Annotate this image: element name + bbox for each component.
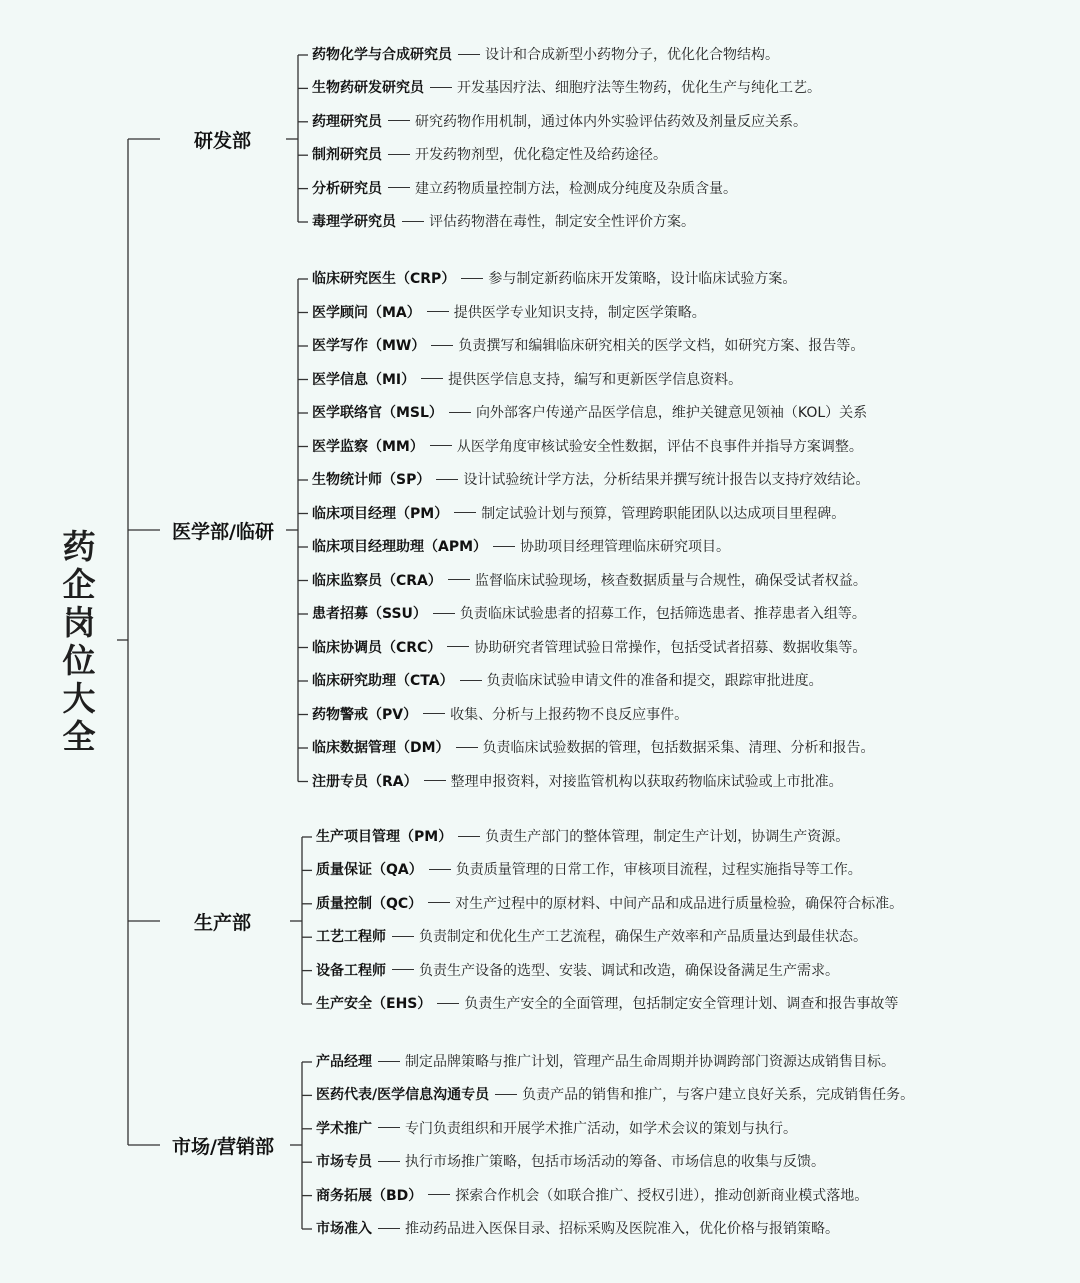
role-description: 评估药物潜在毒性，制定安全性评价方案。 (429, 214, 695, 230)
root-title-char: 位 (62, 641, 96, 680)
role-item (316, 1187, 868, 1205)
dash-separator (456, 747, 478, 748)
role-description: 从医学角度审核试验安全性数据，评估不良事件并指导方案调整。 (456, 438, 863, 455)
role-description: 负责临床试验数据的管理，包括数据采集、清理、分析和报告。 (482, 740, 875, 756)
dash-separator (430, 87, 452, 88)
dash-separator (448, 579, 470, 580)
dash-separator (428, 1194, 450, 1195)
role-title: 学术推广 (316, 1120, 372, 1137)
dash-separator (460, 680, 482, 681)
dash-separator (495, 1094, 517, 1095)
role-item (312, 213, 695, 231)
role-title: 药理研究员 (312, 113, 382, 130)
dash-separator (430, 445, 452, 446)
role-title: 生物药研发研究员 (312, 80, 424, 97)
dash-separator (392, 936, 414, 937)
role-item (312, 773, 843, 791)
role-description: 负责生产部门的整体管理，制定生产计划，协调生产资源。 (485, 829, 850, 845)
role-description: 开发药物剂型，优化稳定性及给药途径。 (415, 147, 667, 164)
role-item (316, 962, 839, 980)
role-item (312, 46, 779, 64)
role-item (316, 1120, 797, 1138)
dash-separator (378, 1061, 400, 1062)
dash-separator (431, 345, 453, 346)
role-title: 商务拓展（BD） (316, 1187, 423, 1204)
role-item (312, 572, 867, 590)
role-item (312, 438, 863, 456)
role-item (312, 706, 688, 724)
role-description: 设计试验统计学方法，分析结果并撰写统计报告以支持疗效结论。 (463, 472, 870, 488)
dash-separator (402, 221, 424, 222)
dash-separator (433, 613, 455, 614)
role-description: 整理申报资料，对接监管机构以获取药物临床试验或上市批准。 (450, 773, 843, 790)
dash-separator (378, 1127, 400, 1128)
dash-separator (437, 1003, 459, 1004)
role-title: 设备工程师 (316, 962, 386, 979)
role-item (316, 1053, 895, 1071)
role-title: 生物统计师（SP） (312, 472, 431, 488)
role-item (312, 79, 821, 97)
role-description: 建立药物质量控制方法，检测成分纯度及杂质含量。 (415, 180, 737, 197)
dash-separator (449, 412, 471, 413)
role-item (312, 404, 867, 422)
dash-separator (493, 546, 515, 547)
department-label: 医学部/临研 (172, 521, 274, 543)
dash-separator (447, 646, 469, 647)
role-item (316, 995, 898, 1013)
role-description: 协助研究者管理试验日常操作，包括受试者招募、数据收集等。 (474, 639, 867, 656)
role-title: 临床监察员（CRA） (312, 572, 442, 589)
dash-separator (388, 154, 410, 155)
role-description: 推动药品进入医保目录、招标采购及医院准入，优化价格与报销策略。 (405, 1221, 839, 1237)
role-title: 临床研究助理（CTA） (312, 673, 454, 689)
role-title: 医学写作（MW） (312, 338, 426, 354)
role-description: 负责产品的销售和推广，与客户建立良好关系，完成销售任务。 (522, 1087, 915, 1104)
role-title: 临床研究医生（CRP） (312, 271, 456, 287)
role-title: 分析研究员 (312, 180, 382, 197)
dash-separator (454, 512, 476, 513)
role-description: 负责生产设备的选型、安装、调试和改造，确保设备满足生产需求。 (419, 962, 839, 979)
role-title: 临床数据管理（DM） (312, 740, 450, 756)
role-description: 对生产过程中的原材料、中间产品和成品进行质量检验，确保符合标准。 (455, 895, 904, 912)
role-description: 负责质量管理的日常工作，审核项目流程，过程实施指导等工作。 (455, 862, 862, 879)
role-title: 医学监察（MM） (312, 438, 424, 455)
dash-separator (388, 120, 410, 121)
role-title: 患者招募（SSU） (312, 606, 427, 622)
role-description: 负责制定和优化生产工艺流程，确保生产效率和产品质量达到最佳状态。 (419, 929, 867, 946)
role-title: 医药代表/医学信息沟通专员 (316, 1087, 490, 1104)
role-description: 负责临床试验患者的招募工作，包括筛选患者、推荐患者入组等。 (459, 606, 866, 622)
role-item (316, 1220, 839, 1238)
role-title: 临床项目经理（PM） (312, 505, 449, 522)
role-description: 提供医学信息支持，编写和更新医学信息资料。 (448, 371, 743, 388)
role-item (312, 471, 869, 489)
dash-separator (436, 479, 458, 480)
role-item (316, 928, 867, 946)
dash-separator (378, 1228, 400, 1229)
role-title: 生产安全（EHS） (316, 996, 432, 1012)
role-description: 负责生产安全的全面管理，包括制定安全管理计划、调查和报告事故等 (464, 996, 899, 1012)
role-title: 药物警戒（PV） (312, 706, 418, 723)
role-item (312, 371, 742, 389)
role-description: 制定试验计划与预算，管理跨职能团队以达成项目里程碑。 (481, 505, 846, 522)
role-item (316, 828, 849, 846)
dash-separator (427, 311, 449, 312)
role-title: 产品经理 (316, 1054, 372, 1070)
role-description: 监督临床试验现场，核查数据质量与合规性，确保受试者权益。 (474, 572, 867, 589)
role-title: 药物化学与合成研究员 (312, 47, 452, 63)
root-title-char: 大 (62, 679, 96, 718)
role-item (312, 146, 667, 164)
dash-separator (458, 836, 480, 837)
root-title-char: 全 (62, 717, 96, 756)
role-title: 制剂研究员 (312, 147, 382, 164)
role-item (312, 672, 823, 690)
role-item (316, 1086, 914, 1104)
role-description: 参与制定新药临床开发策略，设计临床试验方案。 (488, 271, 797, 287)
department-label: 市场/营销部 (172, 1136, 274, 1158)
role-item (312, 270, 796, 288)
role-title: 工艺工程师 (316, 929, 386, 946)
dash-separator (421, 378, 443, 379)
dash-separator (378, 1161, 400, 1162)
role-item (312, 113, 807, 131)
department-label: 研发部 (194, 130, 252, 152)
root-title (56, 528, 102, 756)
role-description: 收集、分析与上报药物不良反应事件。 (450, 706, 689, 723)
dash-separator (424, 780, 446, 781)
dash-separator (461, 278, 483, 279)
role-description: 专门负责组织和开展学术推广活动，如学术会议的策划与执行。 (405, 1120, 797, 1137)
root-title-char: 药 (62, 527, 96, 566)
role-title: 医学顾问（MA） (312, 304, 421, 321)
role-description: 负责撰写和编辑临床研究相关的医学文档，如研究方案、报告等。 (458, 338, 865, 354)
role-item (312, 304, 706, 322)
dash-separator (388, 187, 410, 188)
role-description: 探索合作机会（如联合推广、授权引进），推动创新商业模式落地。 (455, 1187, 869, 1204)
role-description: 提供医学专业知识支持，制定医学策略。 (453, 304, 706, 321)
role-item (312, 739, 875, 757)
role-title: 生产项目管理（PM） (316, 829, 453, 845)
dash-separator (458, 54, 480, 55)
role-title: 市场准入 (316, 1221, 372, 1237)
root-title-char: 岗 (62, 603, 96, 642)
role-title: 注册专员（RA） (312, 773, 418, 790)
role-title: 临床项目经理助理（APM） (312, 539, 488, 555)
role-item (312, 337, 864, 355)
role-title: 质量控制（QC） (316, 895, 423, 912)
role-item (312, 505, 845, 523)
root-title-char: 企 (62, 565, 96, 604)
dash-separator (429, 869, 451, 870)
role-item (312, 605, 866, 623)
role-title: 医学信息（MI） (312, 371, 416, 388)
role-title: 质量保证（QA） (316, 862, 423, 879)
role-description: 协助项目经理管理临床研究项目。 (520, 539, 731, 555)
role-title: 医学联络官（MSL） (312, 405, 443, 421)
department-label: 生产部 (194, 912, 252, 934)
role-item (312, 639, 866, 657)
role-item (312, 538, 730, 556)
dash-separator (423, 713, 445, 714)
role-description: 负责临床试验申请文件的准备和提交，跟踪审批进度。 (486, 673, 823, 689)
role-description: 研究药物作用机制，通过体内外实验评估药效及剂量反应关系。 (415, 113, 807, 130)
role-title: 市场专员 (316, 1154, 372, 1171)
role-title: 临床协调员（CRC） (312, 639, 442, 656)
role-item (316, 895, 903, 913)
role-description: 执行市场推广策略，包括市场活动的筹备、市场信息的收集与反馈。 (405, 1154, 825, 1171)
role-description: 开发基因疗法、细胞疗法等生物药，优化生产与纯化工艺。 (457, 80, 821, 97)
role-item (316, 861, 862, 879)
dash-separator (428, 902, 450, 903)
role-title: 毒理学研究员 (312, 214, 396, 230)
dash-separator (392, 969, 414, 970)
role-description: 设计和合成新型小药物分子，优化化合物结构。 (485, 47, 779, 63)
role-item (312, 180, 737, 198)
role-item (316, 1153, 825, 1171)
role-description: 制定品牌策略与推广计划，管理产品生命周期并协调跨部门资源达成销售目标。 (405, 1054, 895, 1070)
role-description: 向外部客户传递产品医学信息，维护关键意见领袖（KOL）关系 (475, 405, 868, 421)
